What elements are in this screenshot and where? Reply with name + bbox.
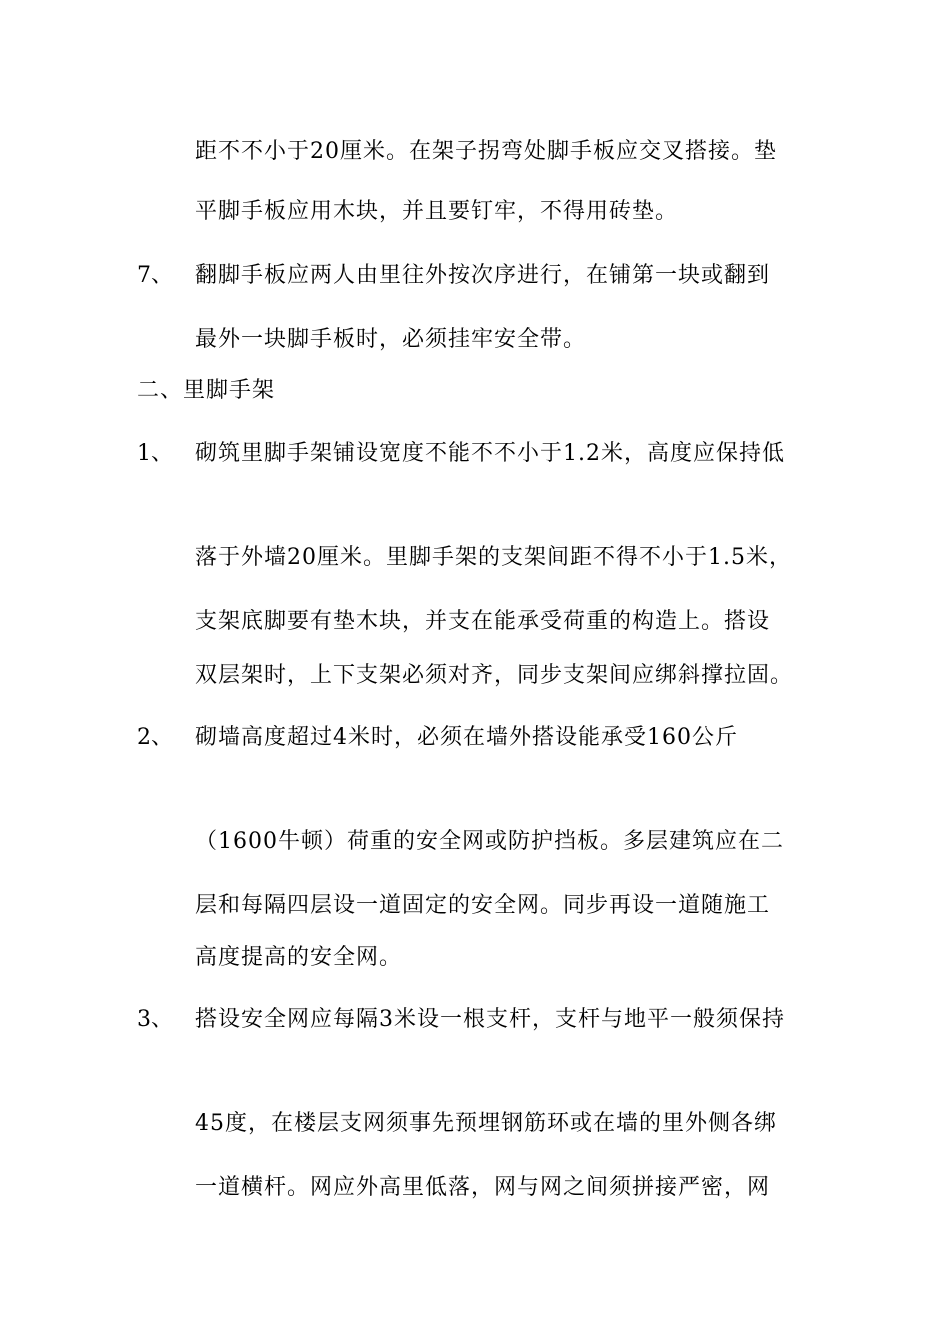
paragraph-line: 落于外墙20厘米。里脚手架的支架间距不得不小于1.5米， <box>195 545 792 570</box>
paragraph-line: 双层架时，上下支架必须对齐，同步支架间应绑斜撑拉固。 <box>195 663 794 688</box>
paragraph-line: 一道横杆。网应外高里低落，网与网之间须拼接严密，网 <box>195 1175 771 1200</box>
paragraph-line: 层和每隔四层设一道固定的安全网。同步再设一道随施工 <box>195 893 771 918</box>
paragraph-line: 45度，在楼层支网须事先预埋钢筋环或在墙的里外侧各绑 <box>195 1111 777 1136</box>
paragraph-line: 最外一块脚手板时，必须挂牢安全带。 <box>195 327 587 352</box>
list-number: 1、 <box>137 441 173 466</box>
paragraph-line: 砌筑里脚手架铺设宽度不能不不小于1.2米，高度应保持低 <box>195 441 785 466</box>
paragraph-line: 搭设安全网应每隔3米设一根支杆，支杆与地平一般须保持 <box>195 1007 785 1032</box>
list-number: 3、 <box>137 1007 173 1032</box>
section-heading: 二、里脚手架 <box>137 378 276 403</box>
paragraph-line: 支架底脚要有垫木块，并支在能承受荷重的构造上。搭设 <box>195 609 771 634</box>
paragraph-line: 翻脚手板应两人由里往外按次序进行，在铺第一块或翻到 <box>195 263 771 288</box>
paragraph-line: 距不不小于20厘米。在架子拐弯处脚手板应交叉搭接。垫 <box>195 139 777 164</box>
paragraph-line: 砌墙高度超过4米时，必须在墙外搭设能承受160公斤 <box>195 725 738 750</box>
list-number: 7、 <box>137 263 173 288</box>
paragraph-line: （1600牛顿）荷重的安全网或防护挡板。多层建筑应在二 <box>195 829 784 854</box>
list-number: 2、 <box>137 725 173 750</box>
paragraph-line: 高度提高的安全网。 <box>195 945 403 970</box>
paragraph-line: 平脚手板应用木块，并且要钉牢，不得用砖垫。 <box>195 199 679 224</box>
